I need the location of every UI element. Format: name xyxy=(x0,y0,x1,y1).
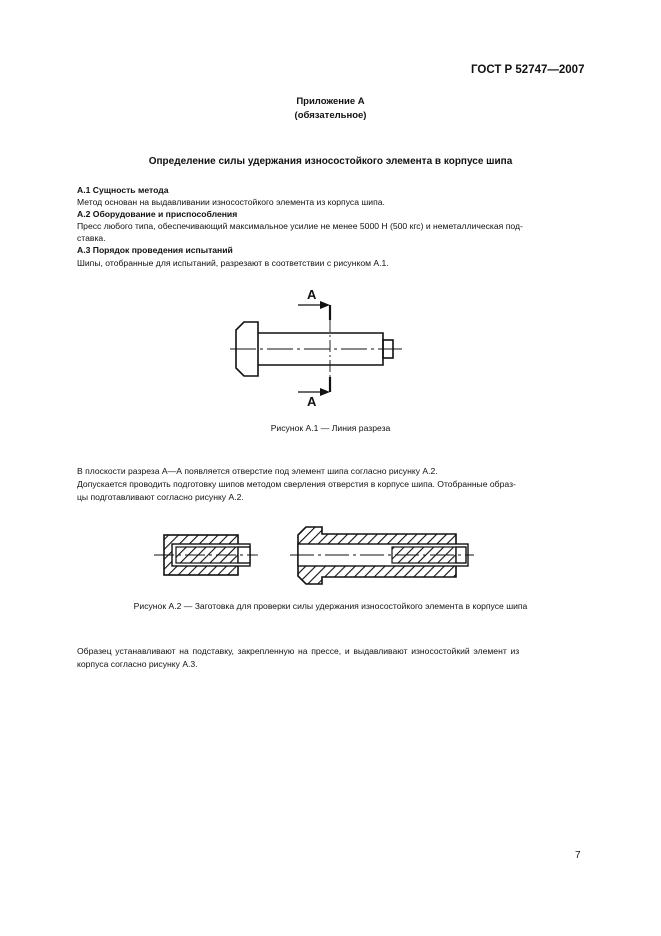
appendix-title: Приложение А xyxy=(296,96,365,107)
final-paragraph-line2: корпуса согласно рисунку А.3. xyxy=(77,659,198,669)
section-heading-a3: А.3 Порядок проведения испытаний xyxy=(77,245,233,255)
page-number: 7 xyxy=(575,850,581,861)
final-paragraph-line1: Образец устанавливают на подставку, закрепленную на прессе, и выдавливают износостойкий элемент из xyxy=(77,646,520,656)
sample-right xyxy=(298,527,468,584)
appendix-status: (обязательное) xyxy=(294,110,367,121)
sample-left xyxy=(164,535,250,575)
section-title: Определение силы удержания износостойкого элемента в корпусе шипа xyxy=(148,156,513,167)
section-text-a1: Метод основан на выдавливании износостойкого элемента из корпуса шипа. xyxy=(77,197,385,207)
section-text-a2-line1: Пресс любого типа, обеспечивающий максимальное усилие не менее 5000 Н (500 кгс) и неметаллическая под- xyxy=(77,221,523,231)
section-heading-a2: А.2 Оборудование и приспособления xyxy=(77,209,238,219)
standard-header: ГОСТ Р 52747—2007 xyxy=(471,64,585,76)
section-letter-top: А xyxy=(307,287,317,302)
figure-a1-caption: Рисунок А.1 — Линия разреза xyxy=(270,423,391,433)
section-heading-a1: А.1 Сущность метода xyxy=(77,185,169,195)
paragraph-fig1-line1: В плоскости разреза А—А появляется отверстие под элемент шипа согласно рисунку А.2. xyxy=(77,466,438,476)
paragraph-fig1-line3: цы подготавливают согласно рисунку А.2. xyxy=(77,492,244,502)
figure-a2-caption: Рисунок А.2 — Заготовка для проверки силы удержания износостойкого элемента в корпусе шипа xyxy=(133,601,528,611)
paragraph-fig1-line2: Допускается проводить подготовку шипов методом сверления отверстия в корпусе шипа. Отобранные образ- xyxy=(77,479,516,489)
section-text-a2-line2: ставка. xyxy=(77,233,106,243)
section-letter-bottom: А xyxy=(307,394,317,409)
section-text-a3: Шипы, отобранные для испытаний, разрезают в соответствии с рисунком А.1. xyxy=(77,258,389,268)
